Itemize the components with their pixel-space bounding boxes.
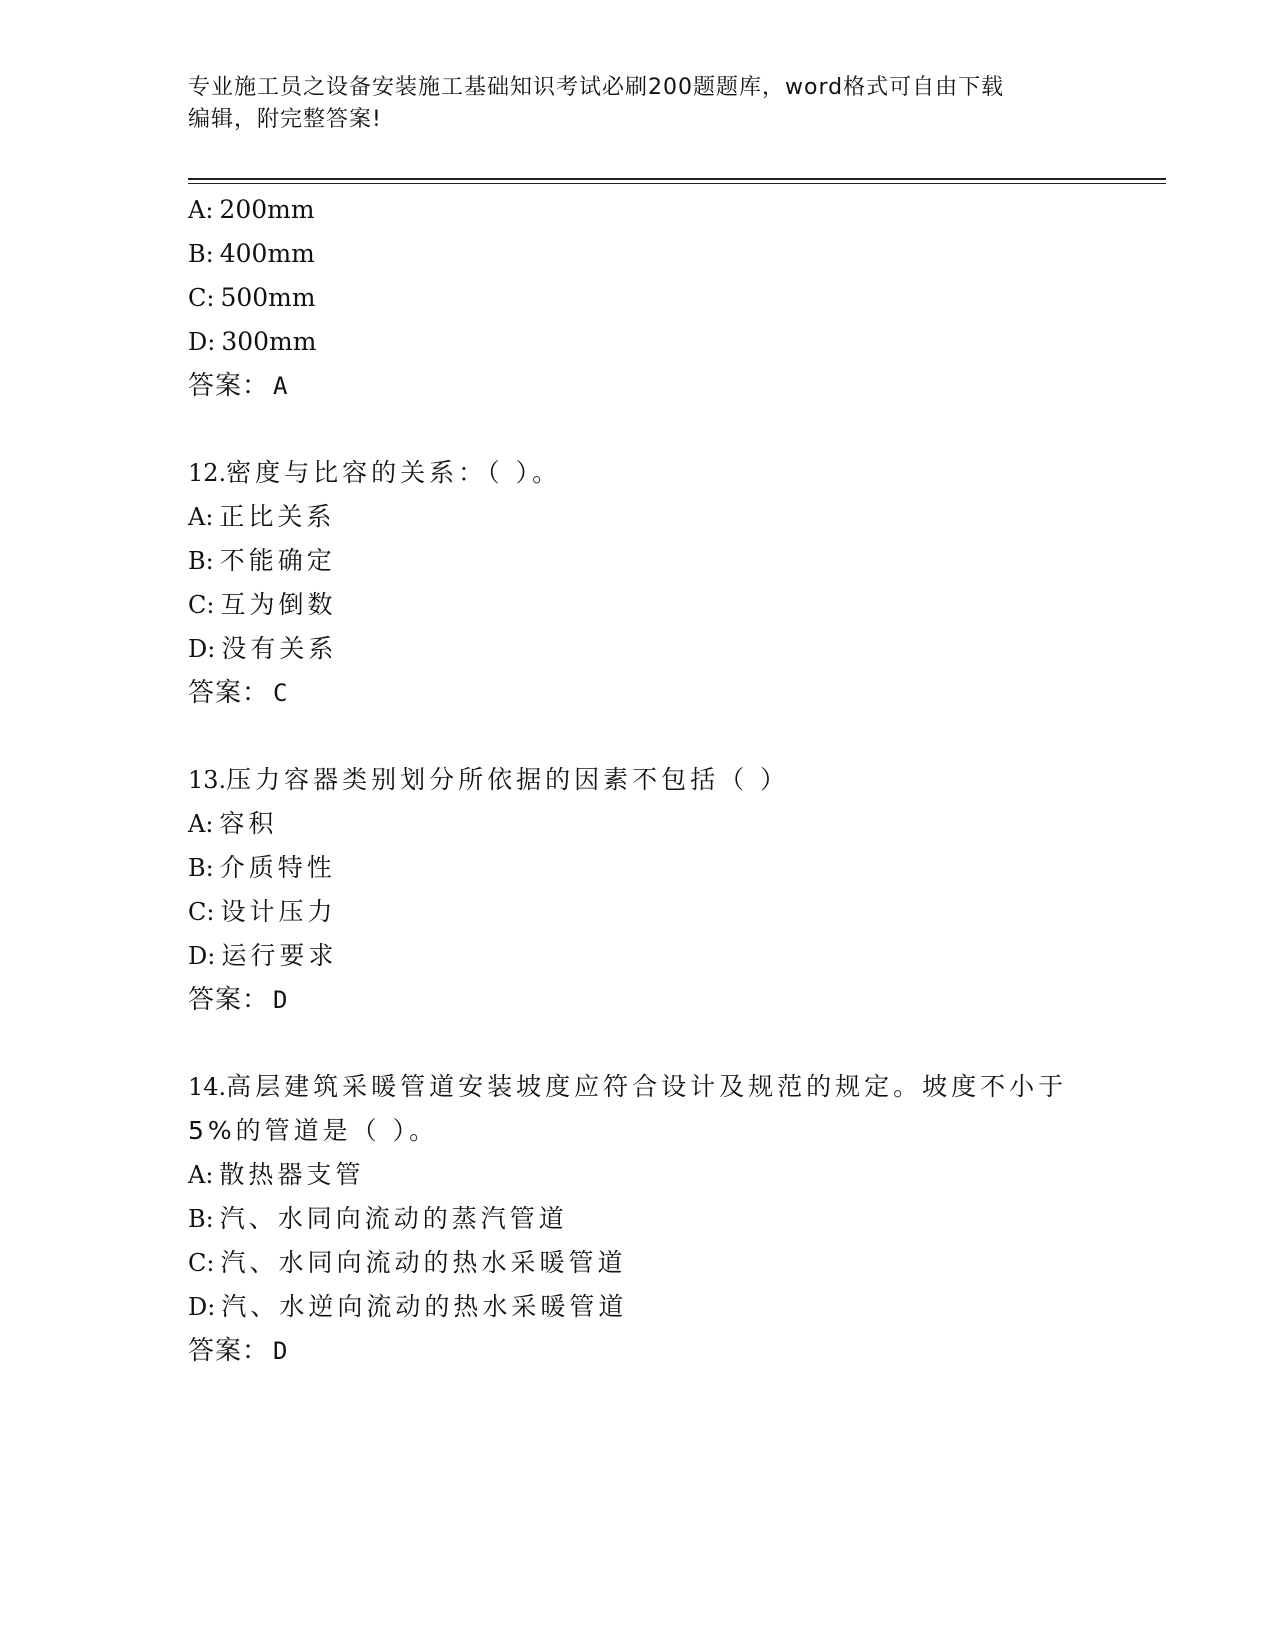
document-header <box>188 72 1088 136</box>
q11-option-c: C: 500mm <box>188 283 316 312</box>
q14-option-d: D: 汽、水逆向流动的热水采暖管道 <box>188 1292 628 1321</box>
q11-option-a: A: 200mm <box>188 195 315 224</box>
q13-question: 13.压力容器类别划分所依据的因素不包括（ ） <box>188 765 790 794</box>
header-title-line-1: 专业施工员之设备安装施工基础知识考试必刷200题题库，word格式可自由下载 <box>188 75 1005 100</box>
q14-answer: 答案： D <box>188 1336 289 1366</box>
q14-option-c: C: 汽、水同向流动的热水采暖管道 <box>188 1248 627 1277</box>
header-title-line-2: 编辑，附完整答案! <box>188 107 382 132</box>
q12-option-c: C: 互为倒数 <box>188 590 337 619</box>
q12-answer: 答案： C <box>188 678 289 708</box>
q12-option-a: A: 正比关系 <box>188 502 336 531</box>
q14-option-b: B: 汽、水同向流动的蒸汽管道 <box>188 1204 568 1233</box>
q14-question-line-1: 14.高层建筑采暖管道安装坡度应符合设计及规范的规定。坡度不小于 <box>188 1072 1068 1101</box>
q11-answer: 答案： A <box>188 371 289 401</box>
q12-option-b: B: 不能确定 <box>188 546 336 575</box>
q13-option-b: B: 介质特性 <box>188 853 336 882</box>
q14-question-line-2: 5%的管道是（ ）。 <box>188 1116 439 1145</box>
q11-option-b: B: 400mm <box>188 239 315 268</box>
q14-option-a: A: 散热器支管 <box>188 1160 365 1189</box>
header-divider-thin <box>188 183 1166 184</box>
q13-option-a: A: 容积 <box>188 809 278 838</box>
header-divider-thick <box>188 178 1166 180</box>
q12-option-d: D: 没有关系 <box>188 634 338 663</box>
q11-option-d: D: 300mm <box>188 327 317 356</box>
q12-question: 12.密度与比容的关系：（ ）。 <box>188 458 562 487</box>
q13-option-d: D: 运行要求 <box>188 941 338 970</box>
q13-answer: 答案： D <box>188 985 289 1015</box>
q13-option-c: C: 设计压力 <box>188 897 337 926</box>
